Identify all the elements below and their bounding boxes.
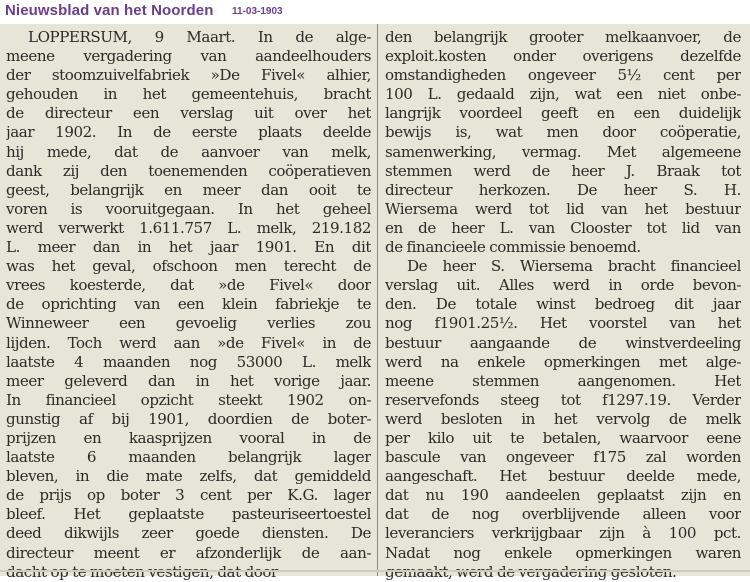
article-line: en de heer L. van Clooster tot lid van [385, 218, 741, 237]
article-line: In financieel opzicht steekt 1902 on- [6, 390, 371, 409]
article-line: bestuur aangaande de winstverdeeling [385, 333, 741, 352]
article-line: bewijs is, wat men door coöperatie, [385, 123, 741, 142]
article-line: L. meer dan in het jaar 1901. En dit [6, 238, 371, 257]
newspaper-clipping [0, 24, 750, 576]
article-line: directeur meent er afzonderlijk de aan- [6, 543, 371, 562]
article-line: lijden. Toch werd aan »de Fivel« in de [6, 333, 371, 352]
article-line: deed dikwijls zeer goede diensten. De [6, 524, 371, 543]
article-line: prijzen en kaasprijzen vooral in de [6, 428, 371, 447]
article-line: meene vergadering van aandeelhouders [6, 47, 371, 66]
article-line: dat nu 190 aandeelen geplaatst zijn en [385, 486, 741, 505]
article-line [6, 563, 371, 582]
article-line: meene stemmen aangenomen. Het [385, 371, 741, 390]
article-line: bleven, in die mate zelfs, dat gemiddeld [6, 467, 371, 486]
article-line: leveranciers verkrijgbaar zijn à 100 pct. [385, 524, 741, 543]
article-line: gehouden in het gemeentehuis, bracht [6, 85, 371, 104]
article-line: exploit.kosten onder overigens dezelfde [385, 47, 741, 66]
article-line: den. De totale winst bedroeg dit jaar [385, 295, 741, 314]
article-line: werd verwerkt 1.611.757 L. melk, 219.182 [6, 218, 371, 237]
article-line: per kilo uit te betalen, waarvoor eene [385, 428, 741, 447]
bottom-border [0, 570, 750, 572]
article-line: bleef. Het geplaatste pasteuriseertoestel [6, 505, 371, 524]
article-line: Wiersema werd tot lid van het bestuur [385, 199, 741, 218]
article-line: meer geleverd dan in het vorige jaar. [6, 371, 371, 390]
article-line: jaar 1902. In de eerste plaats deelde [6, 123, 371, 142]
article-line: directeur herkozen. De heer S. H. [385, 180, 741, 199]
article-line: dank zij den toenemenden coöperatieven [6, 161, 371, 180]
article-column-left [6, 28, 371, 582]
article-line: dat de nog overblijvende alleen voor [385, 505, 741, 524]
article-line: voren is vooruitgegaan. In het geheel [6, 199, 371, 218]
article-line: laatste 6 maanden belangrijk lager [6, 448, 371, 467]
article-line: de oprichting van een klein fabriekje te [6, 295, 371, 314]
article-line: den belangrijk grooter melkaanvoer, de [385, 28, 741, 46]
column-divider [377, 24, 378, 576]
article-line: was het geval, ofschoon men terecht de [6, 257, 371, 276]
article-line: nog f1901.25½. Het voorstel van het [385, 314, 741, 333]
article-line: werd besloten in het vervolg de melk [385, 409, 741, 428]
article-line: 100 L. gedaald zijn, wat een niet onbe- [385, 85, 741, 104]
article-line: reservefonds steeg tot f1297.19. Verder [385, 390, 741, 409]
article-line: aangeschaft. Het bestuur deelde mede, [385, 467, 741, 486]
article-column-right [385, 28, 741, 582]
article-line: hij mede, dat de aanvoer van melk, [6, 142, 371, 161]
article-line [385, 563, 741, 582]
publication-date: 11-03-1903 [232, 6, 283, 17]
article-line: samenwerking, vermag. Met algemeene [385, 142, 741, 161]
article-line: verslag uit. Alles werd in orde bevon- [385, 276, 741, 295]
article-line: langrijk voordeel geeft en een duidelijk [385, 104, 741, 123]
article-line: de financieele commissie benoemd. [385, 238, 641, 257]
article-line: laatste 4 maanden nog 53000 L. melk [6, 352, 371, 371]
newspaper-title: Nieuwsblad van het Noorden [5, 2, 214, 19]
article-line: Winneweer een gevoelig verlies zou [6, 314, 371, 333]
article-line: vrees koesterde, dat »de Fivel« door [6, 276, 371, 295]
article-line: de prijs op boter 3 cent per K.G. lager [6, 486, 371, 505]
article-line: gunstig af bij 1901, doordien de boter- [6, 409, 371, 428]
article-line: omstandigheden ongeveer 5½ cent per [385, 66, 741, 85]
newspaper-header [0, 0, 750, 24]
article-line: de directeur een verslag uit over het [6, 104, 371, 123]
article-line: bascule van ongeveer f175 zal worden [385, 448, 741, 467]
article-line: LOPPERSUM, 9 Maart. In de alge- [28, 28, 371, 46]
article-line: der stoomzuivelfabriek »De Fivel« alhier, [6, 66, 371, 85]
article-line: werd na enkele opmerkingen met alge- [385, 352, 741, 371]
article-line: De heer S. Wiersema bracht financieel [407, 257, 741, 276]
article-line: Nadat nog enkele opmerkingen waren [385, 543, 741, 562]
article-line: stemmen werd de heer J. Braak tot [385, 161, 741, 180]
article-line: geest, belangrijk en meer dan ooit te [6, 180, 371, 199]
